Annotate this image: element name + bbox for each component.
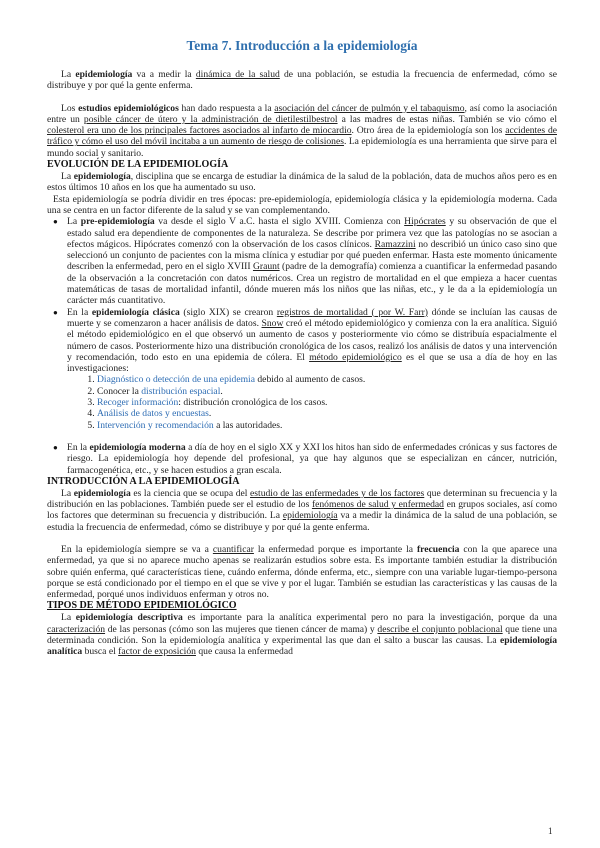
- method-step: 1. Diagnóstico o detección de una epidemia debido al aumento de casos.: [97, 374, 557, 385]
- intro-paragraph-2: Los estudios epidemiológicos han dado respuesta a la asociación del cáncer de pulmón y el tabaquismo, así como la asociación entre un posible cáncer de útero y la administración de dietilestilbestrol a las madres de estas niñas. También se vio cómo el colesterol era uno de los principales factores asociados al infarto de miocardio. Otro área de la epidemiología son los accidentes de tráfico y cómo el uso del móvil incitaba a un aumento de riesgo de colisiones. La epidemiología es una herramienta que sirve para el mundo social y sanitario.: [47, 102, 557, 159]
- list-item-epidemiologia-clasica: ● En la epidemiología clásica (siglo XIX) se crearon registros de mortalidad ( por W. Farr) dónde se incluían las causas de muerte y se comenzaron a hacer análisis de datos. Snow creó el método epidemiológico y comienza con la era analítica. Siguió el método epidemiológico en el que observó un aumento de casos y posteriormente vio cómo se distribuía espacialmente el número de casos. Posteriormente hizo una distribución cronológica de los casos, realizó los análisis de datos y una intervención y recomendación, todo esto en una epidemia de cólera. El método epidemiológico es el que se usa a día de hoy en las investigaciones: 1. Diagnóstico o detección de una epidemia debido al aumento de casos. 2. Conocer la distribución espacial. 3. Recoger información: distribución cronológica de los casos. 4. Análisis de datos y encuestas. 5. Intervención y recomendación a las autoridades.: [67, 307, 557, 431]
- method-step: 2. Conocer la distribución espacial.: [97, 386, 557, 397]
- method-step: 3. Recoger información: distribución cronológica de los casos.: [97, 397, 557, 408]
- introduccion-paragraph-2: En la epidemiología siempre se va a cuantificar la enfermedad porque es importante la frecuencia con la que aparece una enfermedad, ya que si no aparece mucho apenas se realizarán estudios sobre esta. Es importante también estudiar la distribución sobre quién enferma, qué características tiene, cuándo enferma, dónde enferma, etc., siempre con una variable lugar-tiempo-persona porque se está condicionado por el tiempo en el que se vive y por el lugar. También se estudian las características y las causas de la enfermedad, porqué unos individuos enferman y otros no.: [47, 543, 557, 601]
- method-steps-list: [67, 374, 557, 430]
- page-title: Tema 7. Introducción a la epidemiología: [186, 38, 418, 53]
- section-heading-introduccion: INTRODUCCIÓN A LA EPIDEMIOLOGÍA: [47, 475, 240, 487]
- section-heading-evolucion: EVOLUCIÓN DE LA EPIDEMIOLOGÍA: [47, 159, 229, 171]
- method-step: 5. Intervención y recomendación a las autoridades.: [97, 420, 557, 431]
- tipos-paragraph-1: La epidemiología descriptiva es importante para la analítica experimental pero no para la investigación, porque da una caracterización de las personas (cómo son las mujeres que tienen cáncer de mama) y describe el conjunto poblacional que tiene una determinada condición. Son la epidemiología analítica y experimental las que dan el salto a buscar las causas. La epidemiología analítica busca el factor de exposición que causa la enfermedad: [47, 612, 557, 658]
- method-step: 4. Análisis de datos y encuestas.: [97, 408, 557, 419]
- introduccion-paragraph-1: La epidemiología es la ciencia que se ocupa del estudio de las enfermedades y de los factores que determinan su frecuencia y la distribución en las poblaciones. También puede ser el estudio de los fenómenos de salud y enfermedad en grupos sociales, así como los factores que determinan su frecuencia y distribución. La epidemiología va a medir la dinámica de la salud de una población, se estudia la frecuencia de enfermedad, cómo se distribuye y por qué la gente enferma.: [47, 487, 558, 533]
- section-heading-tipos: TIPOS DE MÉTODO EPIDEMIOLÓGICO: [47, 600, 237, 612]
- list-item-pre-epidemiologia: ● La pre-epidemiología va desde el siglo V a.C. hasta el siglo XVIII. Comienza con Hipócrates y su observación de que el estado salud era dependiente de componentes de la naturaleza. Se describe por primera vez que las patologías no se asocian a efectos mágicos. Hipócrates comenzó con la observación de los casos clínicos. Ramazzini no describió un único caso sino que seleccionó un conjunto de pacientes con la misma clínica y estudiar por qué pueden enfermar. Hasta este momento únicamente describen la enfermedad, pero en el siglo XVIII Graunt (padre de la demografía) comienza a cuantificar la enfermedad pasando de la observación a la concretación con datos numéricos. Crea un registro de mortalidad en el que empieza a hacer cuentas matemáticas de tasas de mortalidad infantil, dónde mueren más los niños que las niñas, etc., y le da a la epidemiología un carácter más cuantitativo.: [67, 216, 557, 306]
- page-content: [47, 38, 557, 658]
- epoch-list: [47, 216, 557, 476]
- intro-paragraph-1: La epidemiología va a medir la dinámica de la salud de una población, se estudia la frecuencia de enfermedad, cómo se distribuye y por qué la gente enferma.: [47, 69, 557, 92]
- evolucion-paragraph-2: Esta epidemiología se podría dividir en tres épocas: pre-epidemiología, epidemiología clásica y la epidemiología moderna. Cada una se centra en un factor diferente de la salud y se van complementando.: [47, 193, 557, 216]
- evolucion-paragraph-1: La epidemiología, disciplina que se encarga de estudiar la dinámica de la salud de la población, data de muchos años pero es en estos últimos 10 años en los que ha aumentado su uso.: [47, 171, 557, 194]
- page-number: 1: [548, 826, 553, 836]
- list-item-epidemiologia-moderna: ● En la epidemiología moderna a día de hoy en el siglo XX y XXI los hitos han sido de enfermedades crónicas y sus factores de riesgo. La epidemiología hoy depende del profesional, ya que hay algunos que se especializan en cáncer, nutrición, farmacogenética, etc., y se hacen estudios a gran escala.: [67, 442, 557, 476]
